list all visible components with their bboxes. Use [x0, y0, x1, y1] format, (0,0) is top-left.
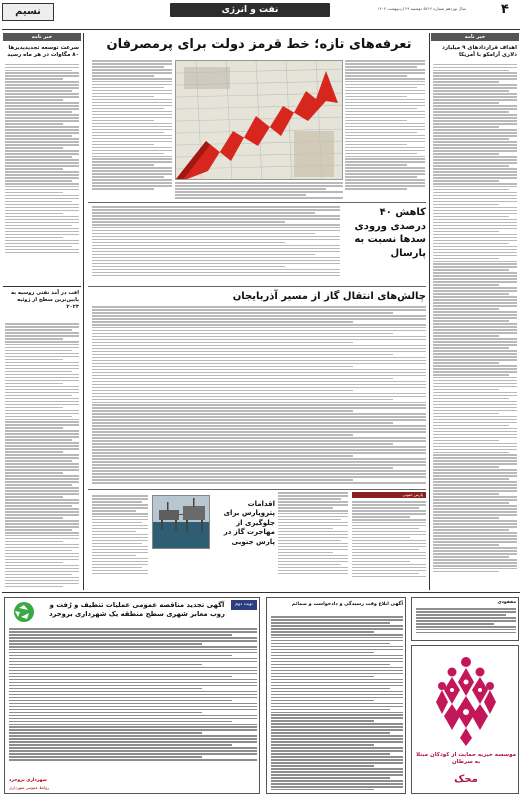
decline-body: [92, 206, 340, 284]
left-column: [3, 33, 81, 590]
ad-tender: [4, 597, 260, 794]
pars-body-middle: [278, 492, 348, 587]
pars-divider: [88, 489, 426, 490]
page-number: ۴: [501, 2, 509, 17]
pars-photo: [152, 495, 210, 549]
pars-body-right: [352, 501, 426, 587]
pipeline-divider: [88, 286, 426, 287]
ad-tender-footer-sub: روابط عمومی شهرداری: [9, 785, 50, 790]
left-kicker: خبر نامه: [3, 33, 81, 41]
ad-notice-title: آگهی ابلاغ وقت رسیدگی و دادخواست و ضمائم: [291, 602, 403, 607]
ad-charity-org: موسسه خیریه حمایت از کودکان مبتلا به سرطان: [416, 752, 516, 766]
main-divider: [88, 202, 426, 203]
left-body-top: [3, 64, 81, 269]
main-headline: تعرفه‌های تازه؛ خط قرمز دولت برای پرمصرفان: [106, 37, 412, 52]
left-sub-headline: افت در آمد نفتی روسیه به پایین‌ترین سطح از ژوئیه ۲۰۲۳: [10, 290, 79, 310]
offshore-platform-photo: [153, 496, 210, 549]
ad-notice: [266, 597, 406, 794]
pars-kicker-label: پارس جنوبی: [402, 492, 423, 497]
pipeline-headline: چالش‌های انتقال گاز از مسیر آذربایجان: [232, 291, 426, 302]
pars-body-left: [92, 495, 148, 587]
ad-tender-logo: [9, 601, 39, 623]
right-headline: اهداف قرارداد‌های ۹ میلیارد دلاری آرامکو با آمریکا: [442, 45, 517, 59]
pars-headline: اقدامات پتروپارس برای جلوگیری از مهاجرت گاز در پارس جنوبی: [223, 500, 275, 546]
ad-charity: [411, 645, 519, 794]
ad-inheritance: [411, 597, 519, 641]
left-divider: [3, 286, 81, 287]
main-body-left: [92, 60, 172, 200]
pipeline-body: [92, 306, 426, 486]
ad-notice-body: [271, 616, 403, 790]
decline-headline: کاهش ۴۰ درصدی ورودی سدها نسبت به پارسال: [354, 207, 426, 259]
ad-tender-badge: [231, 600, 257, 610]
section-title: نفت و انرژی: [221, 5, 279, 15]
ad-inheritance-body: [416, 608, 516, 640]
logo-text: نسیم: [15, 6, 41, 17]
right-column-divider: [429, 33, 430, 590]
page-logo: [2, 3, 54, 21]
right-body: [431, 64, 519, 574]
ads-top-rule: [2, 592, 520, 593]
main-photo: [175, 60, 343, 180]
issue-line: سال نوزدهم شماره ۵۲۶۶ دوشنبه ۲۹ اردیبهشت ۱۴۰۴: [377, 6, 466, 11]
masthead: [0, 0, 522, 30]
masthead-rule: [2, 29, 520, 30]
ad-tender-title: آگهی تجدید مناقصه عمومی عملیات تنظیف و رُفت و روب معابر شهری سطح منطقه یک شهرداری بروجرد: [49, 601, 225, 618]
left-column-divider: [83, 33, 84, 590]
ad-charity-brand: محک: [454, 774, 478, 785]
pars-kicker: [352, 492, 426, 498]
ad-tender-body: [9, 628, 257, 778]
right-column: [431, 33, 519, 590]
ad-tender-footer-left: شهرداری بروجرد: [9, 778, 47, 783]
main-body-under-photo: [175, 182, 343, 200]
left-body-bottom: [5, 323, 79, 588]
recycle-icon: [9, 601, 39, 623]
left-headline: سرعت توسعه تجدید‌پذیرها ۸۰ مگاوات در هر ماه رسید: [7, 45, 79, 59]
right-kicker: خبر نامه: [431, 33, 519, 41]
main-body-right: [345, 60, 425, 200]
ad-inheritance-title: مفقودی: [497, 600, 516, 605]
rising-graph-illustration: [176, 61, 343, 180]
mahak-logo-icon: [430, 652, 502, 748]
ad-tender-badge-label: نوبت دوم: [235, 602, 253, 607]
